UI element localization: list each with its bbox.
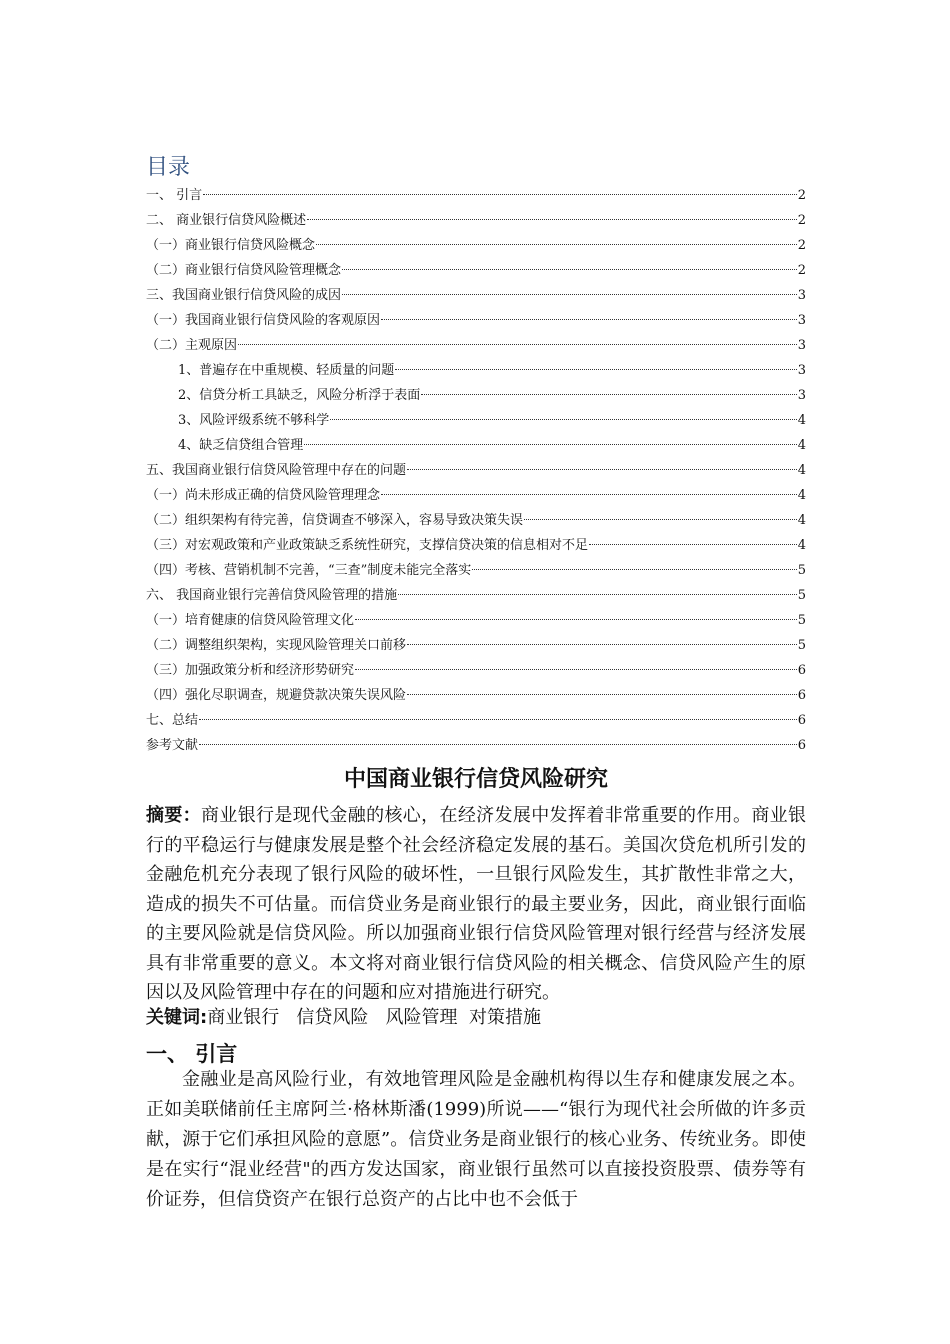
toc-entry[interactable] [146,233,806,258]
toc-entry[interactable] [146,383,806,408]
toc-page-number: 3 [797,363,806,378]
toc-entry-text: 3、风险评级系统不够科学 [178,413,330,428]
toc-entry[interactable] [146,183,806,208]
keywords [146,1003,806,1032]
toc-entry[interactable] [146,683,806,708]
toc-leader-dots [355,669,797,670]
toc-entry[interactable] [146,308,806,333]
toc-page-number: 6 [797,688,806,703]
toc-entry-text: （一）我国商业银行信贷风险的客观原因 [146,313,381,328]
toc-entry-text: 五、我国商业银行信贷风险管理中存在的问题 [146,463,407,478]
toc-page-number: 5 [797,638,806,653]
toc-page-number: 6 [797,738,806,753]
toc-page-number: 5 [797,563,806,578]
toc-entry-text: （一）培育健康的信贷风险管理文化 [146,613,355,628]
toc-entry-text: （一）尚未形成正确的信贷风险管理理念 [146,488,381,503]
toc-entry-text: （四）强化尽职调查，规避贷款决策失误风险 [146,688,407,703]
toc-entry[interactable] [146,358,806,383]
abstract [146,801,806,1008]
toc-page-number: 6 [797,663,806,678]
toc-page-number: 2 [797,213,806,228]
toc-entry-text: （二）调整组织架构，实现风险管理关口前移 [146,638,407,653]
toc-leader-dots [589,544,797,545]
toc-entry[interactable] [146,208,806,233]
section-introduction-text: 金融业是高风险行业，有效地管理风险是金融机构得以生存和健康发展之本。正如美联储前任主席阿兰·格林斯潘(1999)所说——“银行为现代社会所做的许多贡献，源于它们承担风险的意愿”。信贷业务是商业银行的核心业务、传统业务。即使是在实行“混业经营"的西方发达国家，商业银行虽然可以直接投资股票、债券等有价证券，但信贷资产在银行总资产的占比中也不会低于 [146,1069,806,1210]
toc-leader-dots [407,694,797,695]
toc-page-number: 6 [797,713,806,728]
toc-entry[interactable] [146,608,806,633]
document-title: 中国商业银行信贷风险研究 [343,766,608,792]
toc-entry-text: 二、 商业银行信贷风险概述 [146,213,307,228]
toc-leader-dots [307,219,797,220]
toc-entry-text: 2、信贷分析工具缺乏，风险分析浮于表面 [178,388,421,403]
toc-leader-dots [355,619,797,620]
toc-entry-text: 三、我国商业银行信贷风险的成因 [146,288,342,303]
toc-page-number: 2 [797,188,806,203]
toc-page-number: 2 [797,263,806,278]
toc-page-number: 4 [797,438,806,453]
toc-entry-text: （四）考核、营销机制不完善，“三查”制度未能完全落实 [146,563,472,578]
toc-entry[interactable] [146,433,806,458]
toc-entry-text: 参考文献 [146,738,199,753]
toc-leader-dots [395,369,796,370]
toc-leader-dots [381,319,797,320]
toc-leader-dots [316,244,797,245]
toc-title: 目录 [146,155,191,180]
toc-entry-text: 1、普遍存在中重规模、轻质量的问题 [178,363,395,378]
toc-page-number: 3 [797,338,806,353]
toc-entry[interactable] [146,533,806,558]
toc-page-number: 4 [797,413,806,428]
toc-entry[interactable] [146,508,806,533]
toc-leader-dots [421,394,796,395]
toc-leader-dots [238,344,797,345]
toc-leader-dots [472,569,796,570]
toc-entry-text: （二）主观原因 [146,338,238,353]
toc-entry-text: （二）组织架构有待完善，信贷调查不够深入，容易导致决策失误 [146,513,524,528]
toc-leader-dots [342,269,797,270]
toc-leader-dots [342,294,797,295]
toc-entry[interactable] [146,633,806,658]
toc-entry-text: （三）对宏观政策和产业政策缺乏系统性研究，支撑信贷决策的信息相对不足 [146,538,589,553]
toc-entry-text: 4、缺乏信贷组合管理 [178,438,304,453]
keywords-label: 关键词: [146,1007,208,1028]
toc-page-number: 4 [797,538,806,553]
toc-leader-dots [199,744,797,745]
toc-entry[interactable] [146,333,806,358]
toc-entry[interactable] [146,458,806,483]
toc-leader-dots [398,594,797,595]
toc-entry-text: （二）商业银行信贷风险管理概念 [146,263,342,278]
table-of-contents [146,183,806,758]
toc-entry-text: （一）商业银行信贷风险概念 [146,238,316,253]
toc-page-number: 3 [797,288,806,303]
toc-leader-dots [330,419,796,420]
toc-entry-text: 六、 我国商业银行完善信贷风险管理的措施 [146,588,398,603]
toc-leader-dots [304,444,796,445]
toc-leader-dots [407,644,797,645]
toc-leader-dots [203,194,797,195]
toc-page-number: 5 [797,588,806,603]
toc-entry-text: 七、总结 [146,713,199,728]
toc-page-number: 4 [797,513,806,528]
toc-page-number: 3 [797,388,806,403]
toc-entry[interactable] [146,258,806,283]
toc-entry-text: （三）加强政策分析和经济形势研究 [146,663,355,678]
toc-page-number: 4 [797,463,806,478]
toc-leader-dots [199,719,797,720]
toc-page-number: 2 [797,238,806,253]
toc-entry[interactable] [146,583,806,608]
abstract-text: 商业银行是现代金融的核心，在经济发展中发挥着非常重要的作用。商业银行的平稳运行与健康发展是整个社会经济稳定发展的基石。美国次贷危机所引发的金融危机充分表现了银行风险的破坏性，一旦银行风险发生，其扩散性非常之大，造成的损失不可估量。而信贷业务是商业银行的最主要业务，因此，商业银行面临的主要风险就是信贷风险。所以加强商业银行信贷风险管理对银行经营与经济发展具有非常重要的意义。本文将对商业银行信贷风险的相关概念、信贷风险产生的原因以及风险管理中存在的问题和应对措施进行研究。 [146,805,806,1003]
toc-leader-dots [524,519,797,520]
abstract-label: 摘要： [146,805,202,826]
toc-page-number: 5 [797,613,806,628]
toc-entry[interactable] [146,658,806,683]
toc-entry-text: 一、 引言 [146,188,203,203]
toc-entry[interactable] [146,483,806,508]
toc-entry[interactable] [146,408,806,433]
toc-page-number: 3 [797,313,806,328]
toc-entry[interactable] [146,708,806,733]
keywords-text: 商业银行 信贷风险 风险管理 对策措施 [207,1007,541,1028]
toc-leader-dots [381,494,797,495]
section-heading-introduction: 一、 引言 [146,1042,238,1066]
toc-page-number: 4 [797,488,806,503]
toc-entry[interactable] [146,283,806,308]
toc-leader-dots [407,469,797,470]
toc-entry[interactable] [146,558,806,583]
toc-entry[interactable] [146,733,806,758]
